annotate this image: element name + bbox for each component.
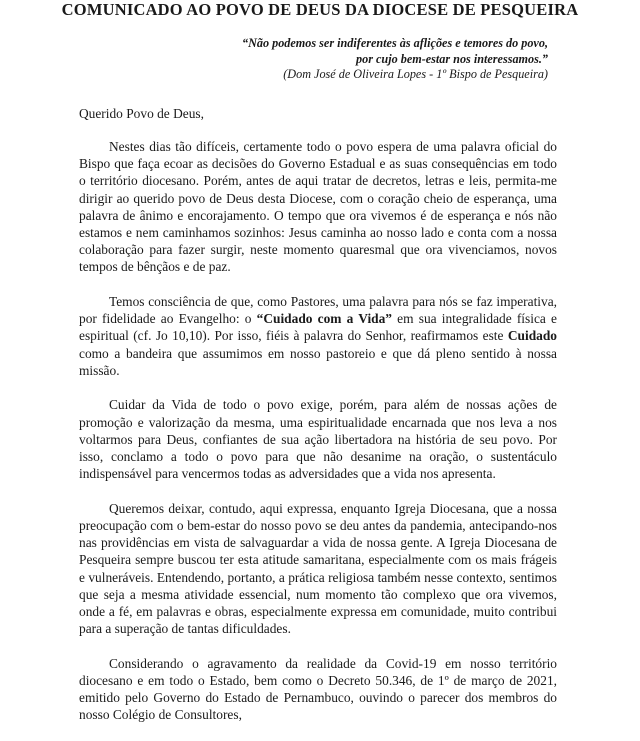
paragraph-2-bold-care-for-life: “Cuidado com a Vida” [256,311,392,327]
paragraph-5: Considerando o agravamento da realidade da Covid-19 em nosso território diocesano e em todo o Estado, bem como o Decreto 50.346, de 1º de março de 2021, emitido pelo Governo do Estado de Pernambuco, ouvindo o parecer dos membros do nosso Colégio de Consultores, [79,655,557,723]
epigraph-quote-line-2: por cujo bem-estar nos interessamos.” [356,51,548,66]
paragraph-2-text-2: em sua integralidade física e espiritual (cf. Jo 10,10). Por isso, fiéis à palavra do Senhor, reafirmamos este [79,311,557,344]
document-body [79,138,557,741]
paragraph-2 [79,293,557,379]
paragraph-2-text-3: como a bandeira que assumimos em nosso pastoreio e que dá pleno sentido à nossa missão. [79,345,557,378]
epigraph-quote-line-1: “Não podemos ser indiferentes às aflições e temores do povo, [241,36,548,50]
epigraph [128,36,548,83]
epigraph-attribution: (Dom José de Oliveira Lopes - 1º Bispo de Pesqueira) [283,67,548,81]
paragraph-3: Cuidar da Vida de todo o povo exige, porém, para além de nossas ações de promoção e valorização da mesma, uma espiritualidade encarnada que nos leva a nos voltarmos para Deus, confiantes de sua ação libertadora na história de seu povo. Por isso, conclamo a todo o povo para que não desanime na oração, o sustentáculo indispensável para vencermos todas as adversidades que a vida nos apresenta. [79,397,557,482]
document-title: COMUNICADO AO POVO DE DEUS DA DIOCESE DE PESQUEIRA [61,0,579,19]
paragraph-4: Queremos deixar, contudo, aqui expressa, enquanto Igreja Diocesana, que a nossa preocupação com o bem-estar do nosso povo se deu antes da pandemia, antecipando-nos nas providências em vista de salvaguardar a vida de nossa gente. A Igreja Diocesana de Pesqueira sempre buscou ter esta atitude samaritana, especialmente com os mais frágeis e vulneráveis. Entendendo, portanto, a prática religiosa também nesse contexto, sentimos que seja a mesma atividade essencial, num momento tão complexo que ora vivemos, onde a fé, em palavras e obras, especialmente expressa em comunidade, muito contribui para a superação de tantas dificuldades. [79,500,557,637]
paragraph-2-bold-care: Cuidado [507,328,557,344]
greeting: Querido Povo de Deus, [79,106,204,121]
paragraph-1: Nestes dias tão difíceis, certamente todo o povo espera de uma palavra oficial do Bispo que faça ecoar as decisões do Governo Estadual e as suas consequências em todo o território diocesano. Porém, antes de aqui tratar de decretos, letras e leis, permita-me dirigir ao querido povo de Deus desta Diocese, com o coração cheio de esperança, uma palavra de ânimo e encorajamento. O tempo que ora vivemos é de esperança e nós não estamos e nem caminhamos sozinhos: Jesus caminha ao nosso lado e conta com a nossa colaboração para fazer surgir, neste momento quaresmal que ora vivenciamos, novos tempos de bênçãos e de paz. [79,139,557,275]
paragraph-2-text-1: Temos consciência de que, como Pastores, uma palavra para nós se faz imperativa, por fidelidade ao Evangelho: o [79,294,557,327]
